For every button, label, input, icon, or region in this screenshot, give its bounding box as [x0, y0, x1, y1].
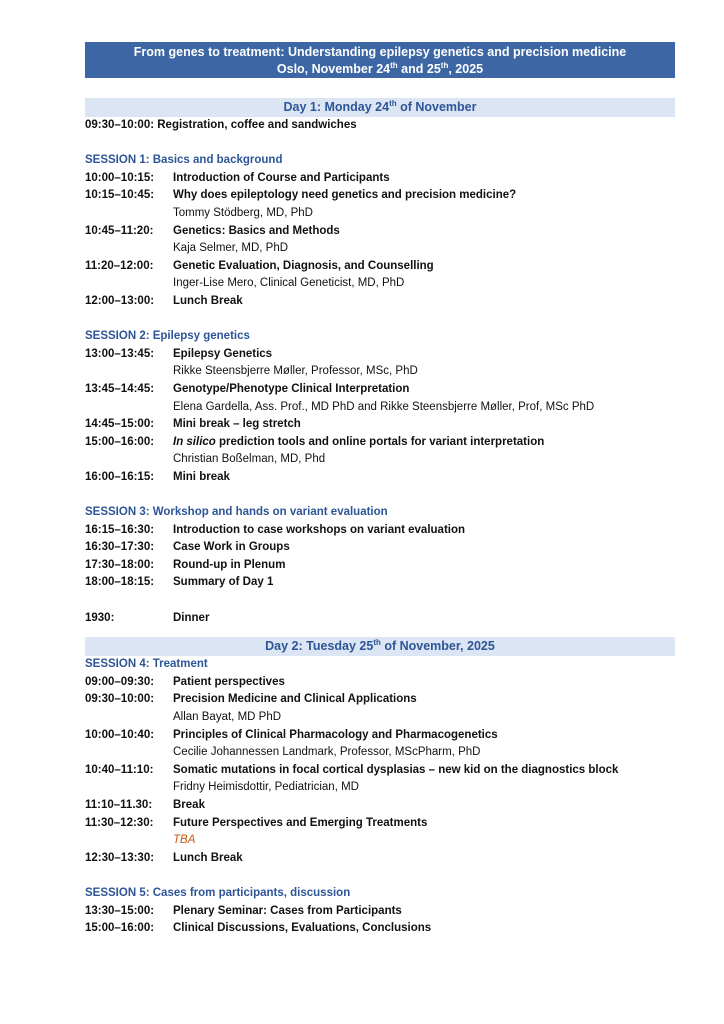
agenda-title: Mini break — [173, 470, 230, 483]
agenda-title: Mini break – leg stretch — [173, 418, 301, 431]
agenda-title: Precision Medicine and Clinical Applications — [173, 693, 417, 706]
session2-title: SESSION 2: Epilepsy genetics — [85, 330, 250, 343]
agenda-title: Genetics: Basics and Methods — [173, 224, 340, 237]
agenda-title: Clinical Discussions, Evaluations, Conclusions — [173, 922, 432, 935]
agenda-time: 10:40–11:10: — [85, 763, 154, 776]
course-title: From genes to treatment: Understanding epilepsy genetics and precision medicine — [133, 45, 627, 59]
day1-label-a: Day 1: Monday 24 — [283, 100, 390, 114]
agenda-time: 09:30–10:00: — [85, 693, 155, 706]
agenda-title: Why does epileptology need genetics and precision medicine? — [173, 189, 517, 202]
registration-row — [85, 117, 675, 135]
agenda-time: 15:00–16:00: — [85, 435, 155, 448]
agenda-row — [85, 522, 675, 540]
agenda-title: Genotype/Phenotype Clinical Interpretation — [173, 382, 410, 395]
date-text-c: , 2025 — [448, 62, 484, 76]
registration-text: 09:30–10:00: Registration, coffee and sandwiches — [85, 119, 357, 131]
agenda-title: Future Perspectives and Emerging Treatments — [173, 816, 428, 829]
agenda-row — [85, 727, 675, 745]
day2-label-a: Day 2: Tuesday 25 — [265, 639, 374, 654]
agenda-speaker: Cecilie Johannessen Landmark, Professor, MScPharm, PhD — [173, 746, 481, 759]
agenda-row — [85, 381, 675, 399]
agenda-title: Lunch Break — [173, 851, 243, 864]
speaker-row — [85, 363, 675, 381]
agenda-row — [85, 346, 675, 364]
date-sup-1: th — [390, 60, 398, 70]
agenda-time: 13:00–13:45: — [85, 347, 155, 360]
day1-label-b: of November — [396, 100, 477, 114]
agenda-time: 10:00–10:15: — [85, 171, 155, 184]
agenda-title: Round-up in Plenum — [173, 558, 286, 571]
agenda-time: 12:30–13:30: — [85, 851, 155, 864]
agenda-time: 10:15–10:45: — [85, 189, 155, 202]
agenda-speaker: Kaja Selmer, MD, PhD — [173, 242, 289, 255]
session3-title: SESSION 3: Workshop and hands on variant evaluation — [85, 506, 388, 519]
agenda-time: 10:45–11:20: — [85, 224, 154, 237]
title-banner — [85, 42, 675, 78]
agenda-time: 18:00–18:15: — [85, 576, 155, 589]
agenda-speaker: Rikke Steensbjerre Møller, Professor, MSc, PhD — [173, 365, 418, 378]
agenda-time: 09:00–09:30: — [85, 675, 155, 688]
agenda-row — [85, 539, 675, 557]
agenda-time: 16:15–16:30: — [85, 523, 155, 536]
speaker-row — [85, 240, 675, 258]
agenda-row — [85, 258, 675, 276]
speaker-row — [85, 205, 675, 223]
day2-label-b: of November, 2025 — [380, 639, 495, 654]
agenda-time: 17:30–18:00: — [85, 558, 155, 571]
agenda-row — [85, 674, 675, 692]
agenda-speaker: Fridny Heimisdottir, Pediatrician, MD — [173, 781, 359, 794]
speaker-row — [85, 744, 675, 762]
dinner-title: Dinner — [173, 611, 210, 624]
agenda-speaker: Tommy Stödberg, MD, PhD — [173, 206, 313, 219]
agenda-speaker: Christian Boßelman, MD, Phd — [173, 453, 326, 466]
speaker-row — [85, 275, 675, 293]
date-text-b: and 25 — [397, 62, 441, 76]
agenda-row — [85, 187, 675, 205]
session1-title: SESSION 1: Basics and background — [85, 154, 283, 167]
agenda-title: Summary of Day 1 — [173, 576, 274, 589]
agenda-title: Genetic Evaluation, Diagnosis, and Counselling — [173, 259, 434, 272]
speaker-row — [85, 832, 675, 850]
agenda-row — [85, 797, 675, 815]
agenda-row — [85, 691, 675, 709]
agenda-time: 11:20–12:00: — [85, 259, 154, 272]
agenda-title: Lunch Break — [173, 294, 243, 307]
agenda-title-rest: prediction tools and online portals for variant interpretation — [215, 435, 545, 448]
day1-label-sup: th — [389, 98, 397, 108]
agenda-title: Case Work in Groups — [173, 541, 290, 554]
day2-label-sup: th — [373, 638, 381, 648]
agenda-time: 12:00–13:00: — [85, 294, 155, 307]
agenda-time: 11:10–11.30: — [85, 798, 153, 811]
agenda-row — [85, 920, 675, 938]
agenda-row — [85, 903, 675, 921]
programme-page — [85, 42, 675, 938]
course-location-date — [85, 61, 675, 78]
date-sup-2: th — [440, 60, 449, 70]
date-text-a: Oslo, November 24 — [276, 62, 391, 76]
agenda-time: 15:00–16:00: — [85, 922, 155, 935]
agenda-row — [85, 170, 675, 188]
agenda-row — [85, 574, 675, 592]
agenda-row — [85, 557, 675, 575]
dinner-time: 1930: — [85, 611, 115, 624]
speaker-row — [85, 399, 675, 417]
agenda-time: 16:30–17:30: — [85, 541, 155, 554]
speaker-row — [85, 709, 675, 727]
agenda-row — [85, 293, 675, 311]
session5-title: SESSION 5: Cases from participants, discussion — [85, 886, 351, 899]
agenda-title — [173, 434, 544, 452]
speaker-row — [85, 451, 675, 469]
agenda-row — [85, 762, 675, 780]
agenda-time: 13:45–14:45: — [85, 382, 155, 395]
agenda-time: 16:00–16:15: — [85, 470, 155, 483]
agenda-row — [85, 416, 675, 434]
agenda-title: Introduction to case workshops on variant evaluation — [173, 523, 466, 536]
agenda-time: 11:30–12:30: — [85, 816, 154, 829]
dinner-row — [85, 610, 675, 628]
agenda-title: Break — [173, 798, 205, 811]
agenda-title: Plenary Seminar: Cases from Participants — [173, 904, 402, 917]
agenda-time: 13:30–15:00: — [85, 904, 155, 917]
agenda-title: Introduction of Course and Participants — [173, 171, 390, 184]
agenda-title: Somatic mutations in focal cortical dysplasias – new kid on the diagnostics block — [173, 763, 619, 776]
tba-label: TBA — [173, 834, 196, 847]
agenda-time: 10:00–10:40: — [85, 728, 155, 741]
agenda-row — [85, 815, 675, 833]
agenda-row — [85, 850, 675, 868]
agenda-speaker: Elena Gardella, Ass. Prof., MD PhD and Rikke Steensbjerre Møller, Prof, MSc PhD — [173, 400, 595, 413]
agenda-speaker: Inger-Lise Mero, Clinical Geneticist, MD, PhD — [173, 277, 405, 290]
agenda-title: Patient perspectives — [173, 675, 285, 688]
agenda-time: 14:45–15:00: — [85, 418, 155, 431]
agenda-title: Epilepsy Genetics — [173, 347, 273, 360]
agenda-row — [85, 469, 675, 487]
agenda-title: Principles of Clinical Pharmacology and Pharmacogenetics — [173, 728, 498, 741]
agenda-row — [85, 223, 675, 241]
agenda-row — [85, 434, 675, 452]
day2-header — [85, 637, 675, 656]
agenda-title-italic: In silico — [173, 435, 216, 448]
agenda-speaker: Allan Bayat, MD PhD — [173, 711, 282, 723]
session4-title: SESSION 4: Treatment — [85, 658, 208, 671]
speaker-row — [85, 779, 675, 797]
day1-header — [85, 98, 675, 117]
